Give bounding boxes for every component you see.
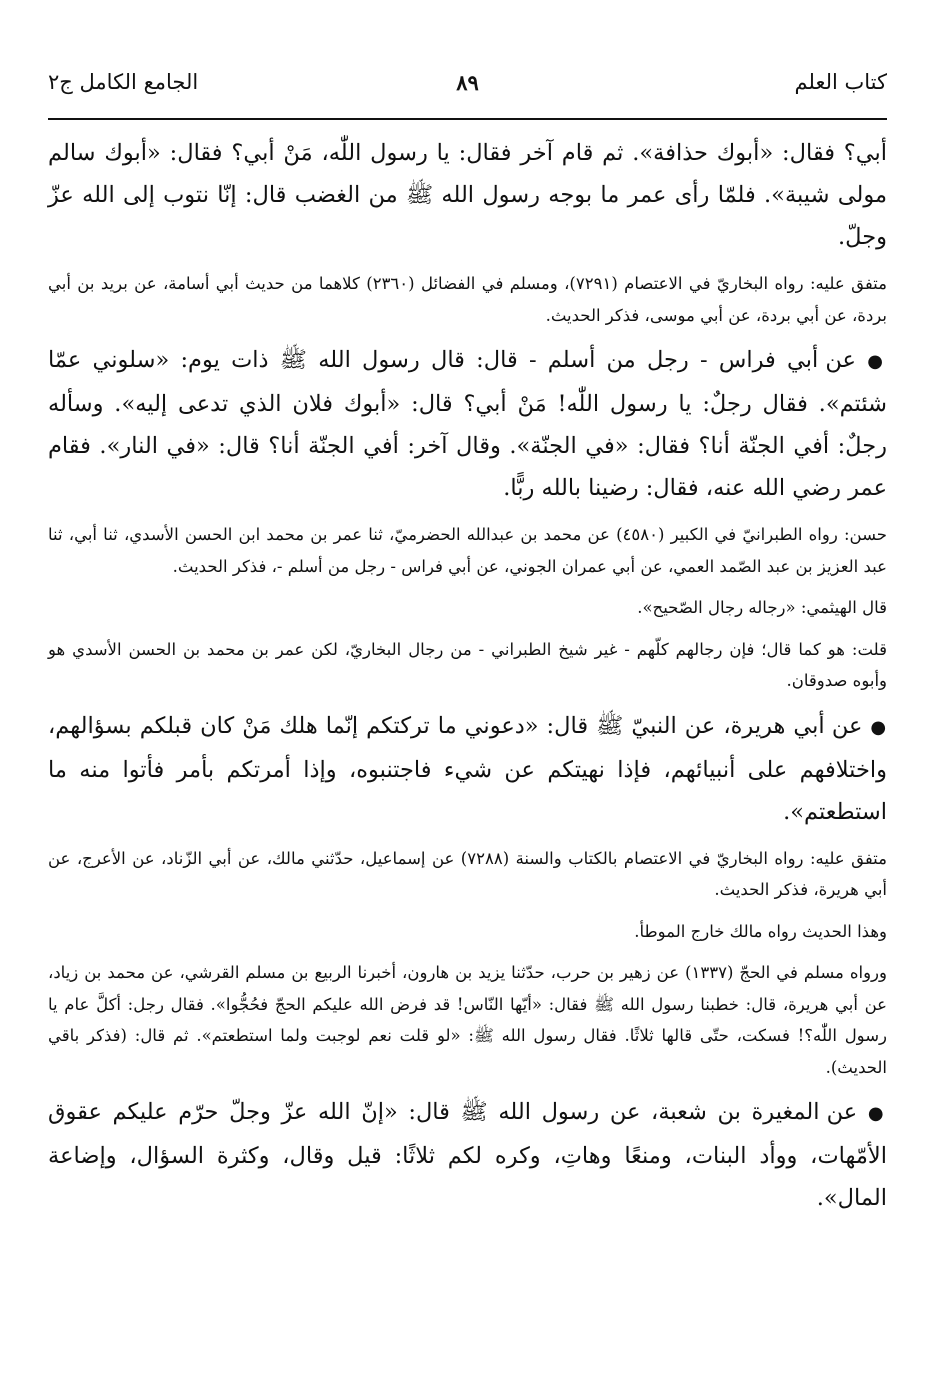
chapter-title: كتاب العلم (794, 70, 887, 94)
hadith-text: أبي؟ فقال: «أبوك حذافة». ثم قام آخر فقال: يا رسول اللّٰه، مَنْ أبي؟ فقال: «أبوك سالم مولى شيبة». فلمّا رأى عمر ما بوجه رسول الله ﷺ من الغضب قال: إنّا نتوب إلى الله عزّ وجلّ. (48, 140, 887, 250)
hadith-text: ● عن أبي هريرة، عن النبيّ ﷺ قال: «دعوني ما تركتكم إنّما هلك مَنْ كان قبلكم بسؤالهم، واختلافهم على أنبيائهم، فإذا نهيتكم عن شيء فاجتنبوه، وإذا أمرتكم بأمر فأتوا منه ما استطعتم». (48, 712, 887, 825)
takhrij-note: قال الهيثمي: «رجاله رجال الصّحيح». (637, 598, 887, 617)
page-body (48, 132, 887, 1219)
takhrij-note: متفق عليه: رواه البخاريّ في الاعتصام (٧٢٩١)، ومسلم في الفضائل (٢٣٦٠) كلاهما من حديث أبي أسامة، عن بريد بن أبي بردة، عن أبي بردة، عن أبي موسى، فذكر الحديث. (48, 274, 887, 325)
takhrij-note: وهذا الحديث رواه مالك خارج الموطأ. (634, 921, 887, 941)
takhrij-note: متفق عليه: رواه البخاريّ في الاعتصام بالكتاب والسنة (٧٢٨٨) عن إسماعيل، حدّثني مالك، عن أبي الزّناد، عن الأعرج، عن أبي هريرة، فذكر الحديث. (48, 848, 887, 899)
hadith-text: ● عن أبي فراس - رجل من أسلم - قال: قال رسول الله ﷺ ذات يوم: «سلوني عمّا شئتم». فقال رجلٌ: يا رسول اللّٰه! مَنْ أبي؟ قال: «أبوك فلان الذي تدعى إليه». وسأله رجلٌ: أفي الجنّة أنا؟ فقال: «في الجنّة». وقال آخر: أفي الجنّة أنا؟ قال: «في النار». فقام عمر رضي الله عنه، فقال: رضينا بالله ربًّا. (48, 347, 887, 501)
bullet-marker: ● (867, 351, 887, 372)
page-header (48, 62, 887, 120)
takhrij-note: قلت: هو كما قال؛ فإن رجالهم كلّهم - غير شيخ الطبراني - من رجال البخاريّ، لكن عمر بن محمد بن الحسن الأسدي هو وأبوه صدوقان. (48, 639, 887, 690)
book-title: الجامع الكامل ج٢ (48, 70, 199, 94)
bullet-marker: ● (867, 1103, 887, 1124)
page-number: ٨٩ (456, 70, 479, 95)
takhrij-note: حسن: رواه الطبرانيّ في الكبير (٤٥٨٠) عن محمد بن عبدالله الحضرميّ، ثنا عمر بن محمد ابن الحسن الأسدي، ثنا أبي، ثنا عبد العزيز بن عبد الصّمد العمي، عن أبي عمران الجوني، عن أبي فراس - رجل من أسلم -، فذكر الحديث. (48, 525, 888, 576)
takhrij-note: ورواه مسلم في الحجّ (١٣٣٧) عن زهير بن حرب، حدّثنا يزيد بن هارون، أخبرنا الربيع بن مسلم القرشي، عن محمد بن زياد، عن أبي هريرة، قال: خطبنا رسول الله ﷺ فقال: «أيّها النّاس! قد فرض الله عليكم الحجّ فحُجُّوا». فقال رجل: أكلَّ عام يا رسول اللّٰه؟! فسكت، حتّى قالها ثلاثًا. فقال رسول الله ﷺ: «لو قلت نعم لوجبت ولما استطعتم». ثم قال: (فذكر باقي الحديث). (48, 963, 887, 1077)
bullet-marker: ● (870, 716, 887, 738)
hadith-text: ● عن المغيرة بن شعبة، عن رسول الله ﷺ قال: «إنّ الله عزّ وجلّ حرّم عليكم عقوق الأمّهات، ووأد البنات، ومنعًا وهاتِ، وكره لكم ثلاثًا: قيل وقال، وكثرة السؤال، وإضاعة المال». (48, 1099, 887, 1211)
